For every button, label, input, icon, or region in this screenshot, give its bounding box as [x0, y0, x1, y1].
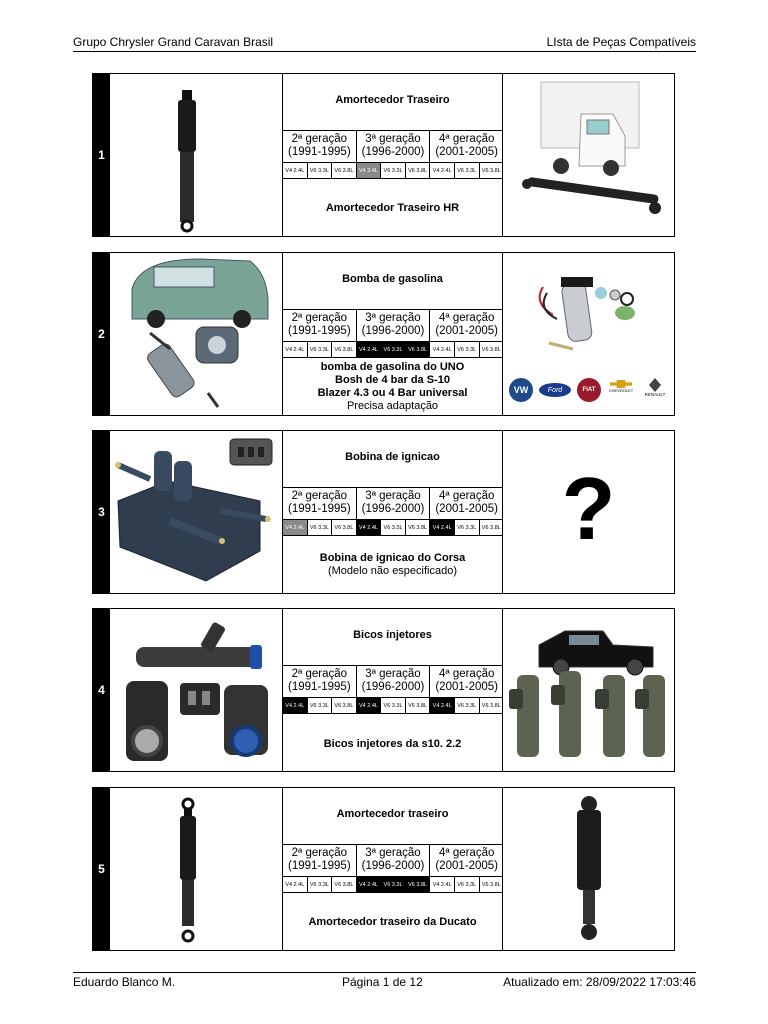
page-footer — [73, 972, 696, 990]
engine-cell: V6 3.3L — [308, 342, 333, 357]
generation-table — [283, 130, 503, 183]
part-row-5 — [92, 787, 675, 951]
engine-cell: V6 3.3L — [381, 163, 406, 178]
engine-cell: V4 2.4L — [430, 877, 455, 892]
engine-cell: V6 3.8L — [481, 524, 501, 531]
gen-4-header: 4ª geração (2001-2005) — [435, 668, 498, 693]
part-title: Bomba de gasolina — [342, 273, 443, 285]
generation-table — [283, 487, 503, 540]
updated-timestamp: Atualizado em: 28/09/2022 17:03:46 — [503, 975, 696, 989]
engine-cell: V6 3.3L — [455, 520, 480, 535]
engine-cell: V6 3.8L — [332, 877, 357, 892]
engine-cells — [283, 520, 503, 536]
engine-cell: V4 2.4L — [430, 698, 455, 713]
part-row-1 — [92, 73, 675, 237]
renault-logo-icon: RENAULT — [641, 378, 669, 402]
engine-cell: V6 3.3L — [308, 163, 333, 178]
engine-cell: V6 3.8L — [481, 881, 501, 888]
question-mark: ? — [561, 459, 616, 558]
part-row-2 — [92, 252, 675, 416]
truck-and-shock-photo — [503, 74, 674, 236]
gen-3-header: 3ª geração (1996-2000) — [357, 666, 431, 697]
vw-logo-icon: VW — [509, 378, 533, 402]
engine-cell: V4 2.4L — [357, 698, 382, 713]
brand-logos — [509, 377, 669, 403]
part-title: Amortecedor Traseiro — [335, 94, 450, 106]
engine-cell: V4 2.4L — [283, 163, 308, 178]
page-number: Página 1 de 12 — [342, 975, 423, 989]
desc-line: Bosh de 4 bar da S-10 — [335, 374, 450, 386]
engine-cell: V6 3.8L — [332, 520, 357, 535]
engine-cell: V6 3.3L — [455, 698, 480, 713]
gen-2-header: 2ª geração (1991-1995) — [283, 488, 357, 519]
row-number: 3 — [93, 431, 110, 593]
engine-cell: V6 3.3L — [455, 342, 480, 357]
desc-line: Amortecedor traseiro da Ducato — [308, 916, 477, 928]
engine-cells — [283, 342, 503, 358]
part-description — [283, 361, 502, 413]
part-title: Bicos injetores — [353, 629, 432, 641]
engine-cell: V4 2.4L — [283, 520, 308, 535]
engine-cell: V4 2.4L — [430, 520, 455, 535]
ford-logo-icon: Ford — [539, 383, 571, 397]
part-title: Bobina de ignicao — [345, 451, 440, 463]
engine-cell: V6 3.3L — [381, 520, 406, 535]
part-description — [283, 552, 502, 578]
engine-cell: V6 3.3L — [455, 877, 480, 892]
engine-cell: V6 3.8L — [406, 698, 431, 713]
part-description — [283, 738, 502, 751]
page-header — [73, 34, 696, 52]
header-left: Grupo Chrysler Grand Caravan Brasil — [73, 35, 274, 49]
engine-cell: V4 2.4L — [283, 698, 308, 713]
engine-cell: V6 3.3L — [381, 342, 406, 357]
desc-line: Amortecedor Traseiro HR — [325, 202, 460, 214]
engine-cell: V4 2.4L — [283, 342, 308, 357]
desc-note: (Modelo não especificado) — [327, 565, 458, 577]
part-row-4 — [92, 608, 675, 772]
generation-table — [283, 844, 503, 897]
engine-cell: V6 3.3L — [381, 698, 406, 713]
desc-line: Blazer 4.3 ou 4 Bar universal — [317, 387, 468, 399]
engine-cell: V6 3.8L — [332, 163, 357, 178]
part-description — [283, 202, 502, 215]
shock-absorber-photo-2 — [503, 788, 674, 950]
shock-absorber-photo — [110, 74, 283, 236]
engine-cell: V6 3.3L — [308, 877, 333, 892]
engine-cell: V4 2.4L — [357, 520, 382, 535]
engine-cells — [283, 877, 503, 893]
engine-cell: V6 3.8L — [481, 702, 501, 709]
ignition-coil-photo — [110, 431, 283, 593]
gen-4-header: 4ª geração (2001-2005) — [435, 847, 498, 872]
engine-cell: V6 3.3L — [455, 163, 480, 178]
engine-cell: V4 2.4L — [283, 877, 308, 892]
gen-3-header: 3ª geração (1996-2000) — [357, 131, 431, 162]
engine-cell: V4 2.4L — [357, 163, 382, 178]
engine-cell: V6 3.8L — [332, 698, 357, 713]
engine-cell: V4 2.4L — [430, 342, 455, 357]
engine-cell: V6 3.3L — [308, 520, 333, 535]
shock-absorber-photo — [110, 788, 283, 950]
engine-cells — [283, 163, 503, 179]
desc-note: Precisa adaptação — [346, 400, 439, 412]
gen-4-header: 4ª geração (2001-2005) — [435, 490, 498, 515]
desc-line: Bicos injetores da s10. 2.2 — [323, 738, 462, 750]
gen-2-header: 2ª geração (1991-1995) — [283, 310, 357, 341]
fiat-logo-icon: FIAT — [577, 378, 601, 402]
part-row-3 — [92, 430, 675, 594]
engine-cell: V6 3.8L — [332, 342, 357, 357]
engine-cell: V6 3.8L — [481, 167, 501, 174]
gen-2-header: 2ª geração (1991-1995) — [283, 666, 357, 697]
gen-2-header: 2ª geração (1991-1995) — [283, 131, 357, 162]
unknown-part-placeholder — [503, 431, 674, 593]
part-title: Amortecedor traseiro — [336, 808, 449, 820]
engine-cell: V6 3.3L — [308, 698, 333, 713]
gen-4-header: 4ª geração (2001-2005) — [435, 133, 498, 158]
engine-cell: V6 3.3L — [381, 877, 406, 892]
engine-cell: V6 3.8L — [406, 342, 431, 357]
engine-cell: V6 3.8L — [481, 346, 501, 353]
chevrolet-logo-icon: CHEVROLET — [607, 380, 635, 400]
header-right: LIsta de Peças Compatíveis — [546, 35, 696, 49]
desc-line: Bobina de ignicao do Corsa — [319, 552, 466, 564]
footer-author: Eduardo Blanco M. — [73, 975, 176, 989]
engine-cell: V6 3.8L — [406, 520, 431, 535]
row-number: 5 — [93, 788, 110, 950]
generation-table — [283, 309, 503, 362]
gen-3-header: 3ª geração (1996-2000) — [357, 310, 431, 341]
pickup-and-injectors-photo — [503, 609, 674, 771]
gen-4-header: 4ª geração (2001-2005) — [435, 312, 498, 337]
row-number: 1 — [93, 74, 110, 236]
engine-cells — [283, 698, 503, 714]
gen-2-header: 2ª geração (1991-1995) — [283, 845, 357, 876]
engine-cell: V4 2.4L — [357, 342, 382, 357]
row-number: 2 — [93, 253, 110, 415]
fuel-pump-kit-photo — [503, 253, 674, 415]
engine-cell: V6 3.8L — [406, 877, 431, 892]
engine-cell: V4 2.4L — [430, 163, 455, 178]
part-description — [283, 916, 502, 929]
fuel-injector-photo — [110, 609, 283, 771]
desc-line: bomba de gasolina do UNO — [320, 361, 465, 373]
row-number: 4 — [93, 609, 110, 771]
engine-cell: V6 3.8L — [406, 163, 431, 178]
gen-3-header: 3ª geração (1996-2000) — [357, 845, 431, 876]
generation-table — [283, 665, 503, 718]
gen-3-header: 3ª geração (1996-2000) — [357, 488, 431, 519]
van-and-fuel-pump-photo — [110, 253, 283, 415]
engine-cell: V4 2.4L — [357, 877, 382, 892]
